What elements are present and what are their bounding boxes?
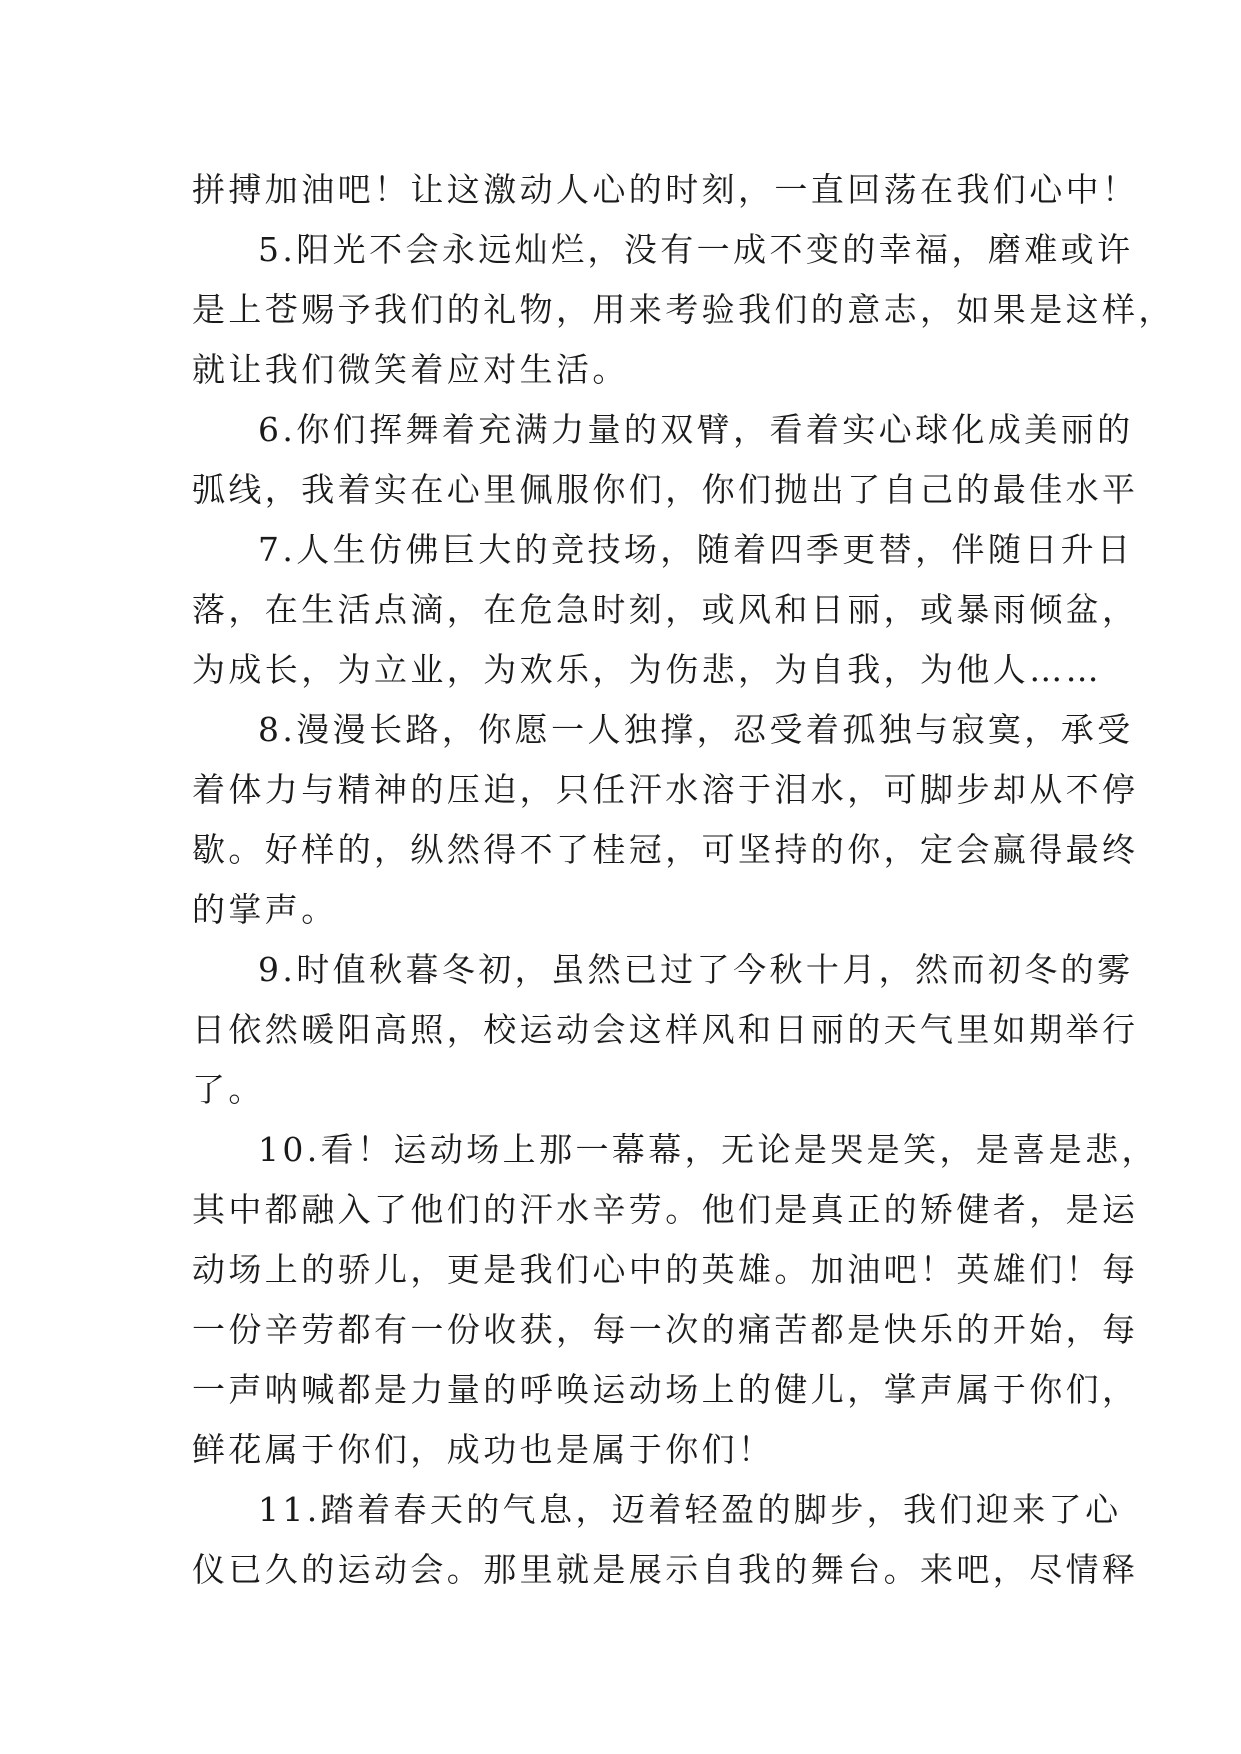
paragraph-10-line-1: 10.看！运动场上那一幕幕，无论是哭是笑，是喜是悲， — [258, 1130, 1158, 1169]
text-line: 就让我们微笑着应对生活。 — [192, 350, 629, 389]
text-line: 一声呐喊都是力量的呼唤运动场上的健儿，掌声属于你们， — [192, 1370, 1139, 1409]
text-line: 是上苍赐予我们的礼物，用来考验我们的意志，如果是这样， — [192, 290, 1175, 329]
text-line: 弧线，我着实在心里佩服你们，你们抛出了自己的最佳水平 — [192, 470, 1139, 509]
text-line: 一份辛劳都有一份收获，每一次的痛苦都是快乐的开始，每 — [192, 1310, 1139, 1349]
text-line: 仪已久的运动会。那里就是展示自我的舞台。来吧，尽情释 — [192, 1550, 1139, 1589]
text-line: 歇。好样的，纵然得不了桂冠，可坚持的你，定会赢得最终 — [192, 830, 1139, 869]
paragraph-6-line-1: 6.你们挥舞着充满力量的双臂，看着实心球化成美丽的 — [258, 410, 1134, 449]
text-line: 为成长，为立业，为欢乐，为伤悲，为自我，为他人…… — [192, 650, 1102, 689]
text-line: 拼搏加油吧！让这激动人心的时刻，一直回荡在我们心中！ — [192, 170, 1139, 209]
body-text — [192, 160, 1175, 1600]
text-line: 了。 — [192, 1070, 265, 1109]
text-line: 的掌声。 — [192, 890, 338, 929]
paragraph-9-line-1: 9.时值秋暮冬初，虽然已过了今秋十月，然而初冬的雾 — [258, 950, 1134, 989]
paragraph-8-line-1: 8.漫漫长路，你愿一人独撑，忍受着孤独与寂寞，承受 — [258, 710, 1134, 749]
text-line: 鲜花属于你们，成功也是属于你们！ — [192, 1430, 775, 1469]
text-line: 动场上的骄儿，更是我们心中的英雄。加油吧！英雄们！每 — [192, 1250, 1139, 1289]
text-line: 其中都融入了他们的汗水辛劳。他们是真正的矫健者，是运 — [192, 1190, 1139, 1229]
paragraph-5-line-1: 5.阳光不会永远灿烂，没有一成不变的幸福，磨难或许 — [258, 230, 1134, 269]
paragraph-7-line-1: 7.人生仿佛巨大的竞技场，随着四季更替，伴随日升日 — [258, 530, 1134, 569]
paragraph-11-line-1: 11.踏着春天的气息，迈着轻盈的脚步，我们迎来了心 — [258, 1490, 1122, 1529]
text-line: 落，在生活点滴，在危急时刻，或风和日丽，或暴雨倾盆， — [192, 590, 1139, 629]
text-line: 着体力与精神的压迫，只任汗水溶于泪水，可脚步却从不停 — [192, 770, 1139, 809]
text-line: 日依然暖阳高照，校运动会这样风和日丽的天气里如期举行 — [192, 1010, 1139, 1049]
